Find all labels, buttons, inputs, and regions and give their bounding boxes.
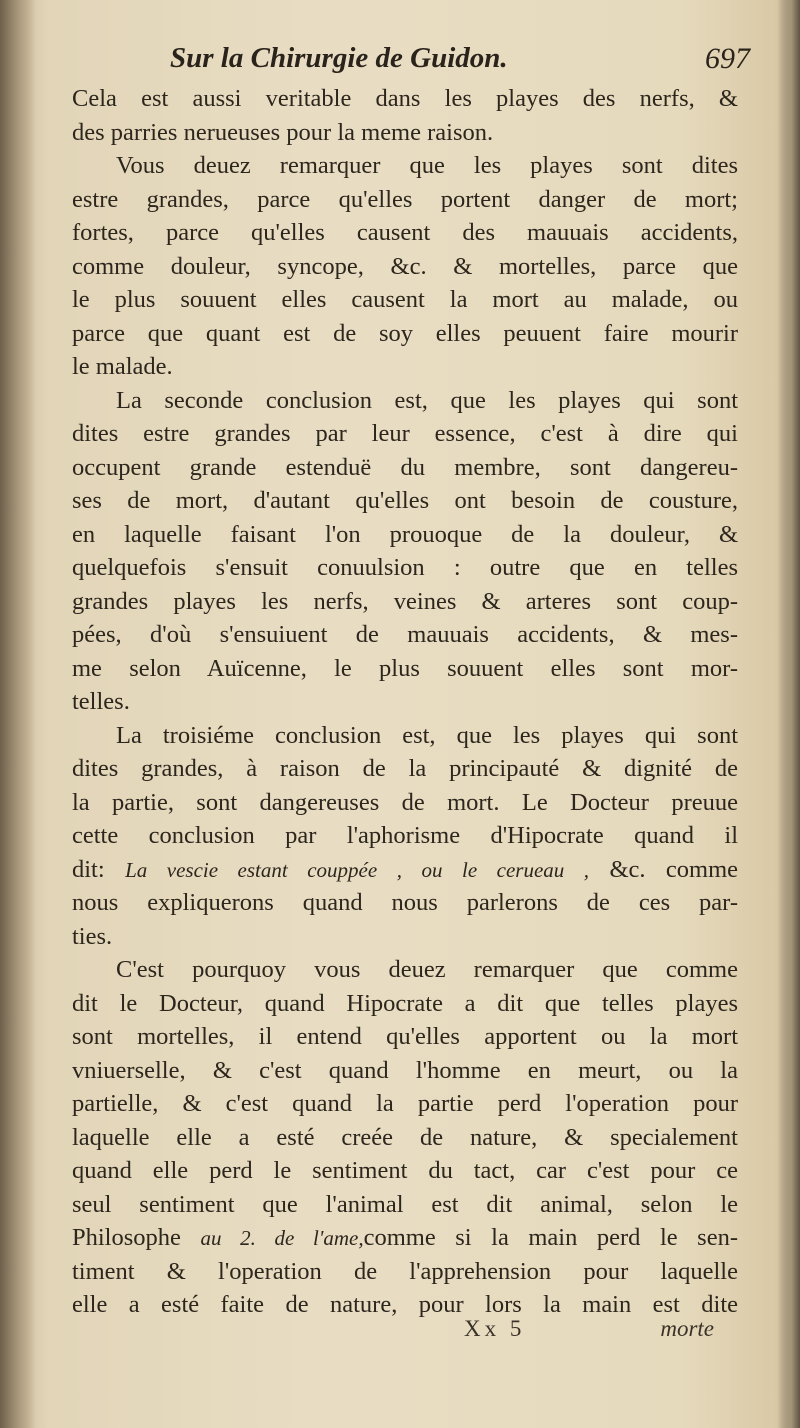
- text-line: [72, 853, 738, 887]
- text-line: vniuerselle, & c'est quand l'homme en meurt, ou la: [72, 1056, 738, 1084]
- text-line: Cela est aussi veritable dans les playes des nerfs, &: [72, 85, 738, 112]
- text-line: en laquelle faisant l'on prouoque de la douleur, &: [72, 520, 738, 548]
- text-line: fortes, parce qu'elles causent des mauuais accidents,: [72, 219, 738, 246]
- running-title: Sur la Chirurgie de Guidon.: [170, 42, 508, 74]
- text-line: elle a esté faite de nature, pour lors la main est dite: [72, 1291, 738, 1318]
- text-line: grandes playes les nerfs, veines & arteres sont coup-: [72, 587, 738, 615]
- text-line: seul sentiment que l'animal est dit animal, selon le: [72, 1190, 738, 1218]
- text-line: laquelle elle a esté creée de nature, & specialement: [72, 1123, 738, 1151]
- binding-gutter: [0, 0, 36, 1428]
- body-text: [72, 82, 738, 1322]
- text-line: estre grandes, parce qu'elles portent danger de mort;: [72, 185, 738, 213]
- text-line: dites grandes, à raison de la principauté & dignité de: [72, 755, 738, 782]
- text-line: partielle, & c'est quand la partie perd l'operation pour: [72, 1090, 738, 1117]
- line-segment: &c. comme: [589, 855, 739, 883]
- text-line: me selon Auïcenne, le plus souuent elles sont mor-: [72, 654, 738, 682]
- text-line: Vous deuez remarquer que les playes sont dites: [116, 152, 738, 179]
- text-line: timent & l'operation de l'apprehension pour laquelle: [72, 1257, 738, 1285]
- text-line: quelquefois s'ensuit conuulsion : outre que en telles: [72, 554, 738, 581]
- text-line: C'est pourquoy vous deuez remarquer que comme: [116, 956, 738, 983]
- text-line: cette conclusion par l'aphorisme d'Hipocrate quand il: [72, 822, 738, 849]
- text-line: la partie, sont dangereuses de mort. Le Docteur preuue: [72, 788, 738, 816]
- text-line: ties.: [72, 922, 113, 950]
- text-line: [72, 1221, 738, 1255]
- text-line: le malade.: [72, 353, 173, 380]
- text-line: La seconde conclusion est, que les playes qui sont: [116, 386, 738, 414]
- text-line: occupent grande estenduë du membre, sont dangereu-: [72, 453, 738, 481]
- line-segment: Philosophe: [72, 1224, 201, 1251]
- text-line: telles.: [72, 688, 130, 715]
- signature-mark: Xx 5: [464, 1316, 526, 1341]
- text-line: parce que quant est de soy elles peuuent faire mourir: [72, 319, 738, 347]
- page-number: 697: [705, 42, 750, 75]
- text-line: quand elle perd le sentiment du tact, car c'est pour ce: [72, 1157, 738, 1184]
- line-segment: comme si la main perd le sen-: [363, 1224, 739, 1251]
- text-line: sont mortelles, il entend qu'elles apportent ou la mort: [72, 1023, 738, 1050]
- page-edge: [778, 0, 800, 1428]
- text-line: le plus souuent elles causent la mort au malade, ou: [72, 286, 738, 313]
- text-line: ses de mort, d'autant qu'elles ont besoin de cousture,: [72, 487, 738, 514]
- text-line: pées, d'où s'ensuiuent de mauuais accidents, & mes-: [72, 621, 738, 648]
- catchword: morte: [660, 1316, 714, 1341]
- italic-citation: La vescie estant couppée , ou le cerueau ,: [125, 857, 590, 882]
- text-line: comme douleur, syncope, &c. & mortelles, parce que: [72, 252, 738, 280]
- line-segment: dit:: [72, 855, 126, 883]
- text-line: La troisiéme conclusion est, que les playes qui sont: [116, 721, 738, 749]
- text-line: des parries nerueuses pour la meme raison.: [72, 118, 494, 146]
- italic-citation: au 2. de l'ame,: [200, 1226, 364, 1250]
- page-footer: [72, 1316, 738, 1350]
- text-line: dites estre grandes par leur essence, c'est à dire qui: [72, 420, 738, 447]
- text-line: dit le Docteur, quand Hipocrate a dit que telles playes: [72, 989, 738, 1017]
- page-header: [170, 42, 750, 82]
- text-line: nous expliquerons quand nous parlerons de ces par-: [72, 889, 738, 916]
